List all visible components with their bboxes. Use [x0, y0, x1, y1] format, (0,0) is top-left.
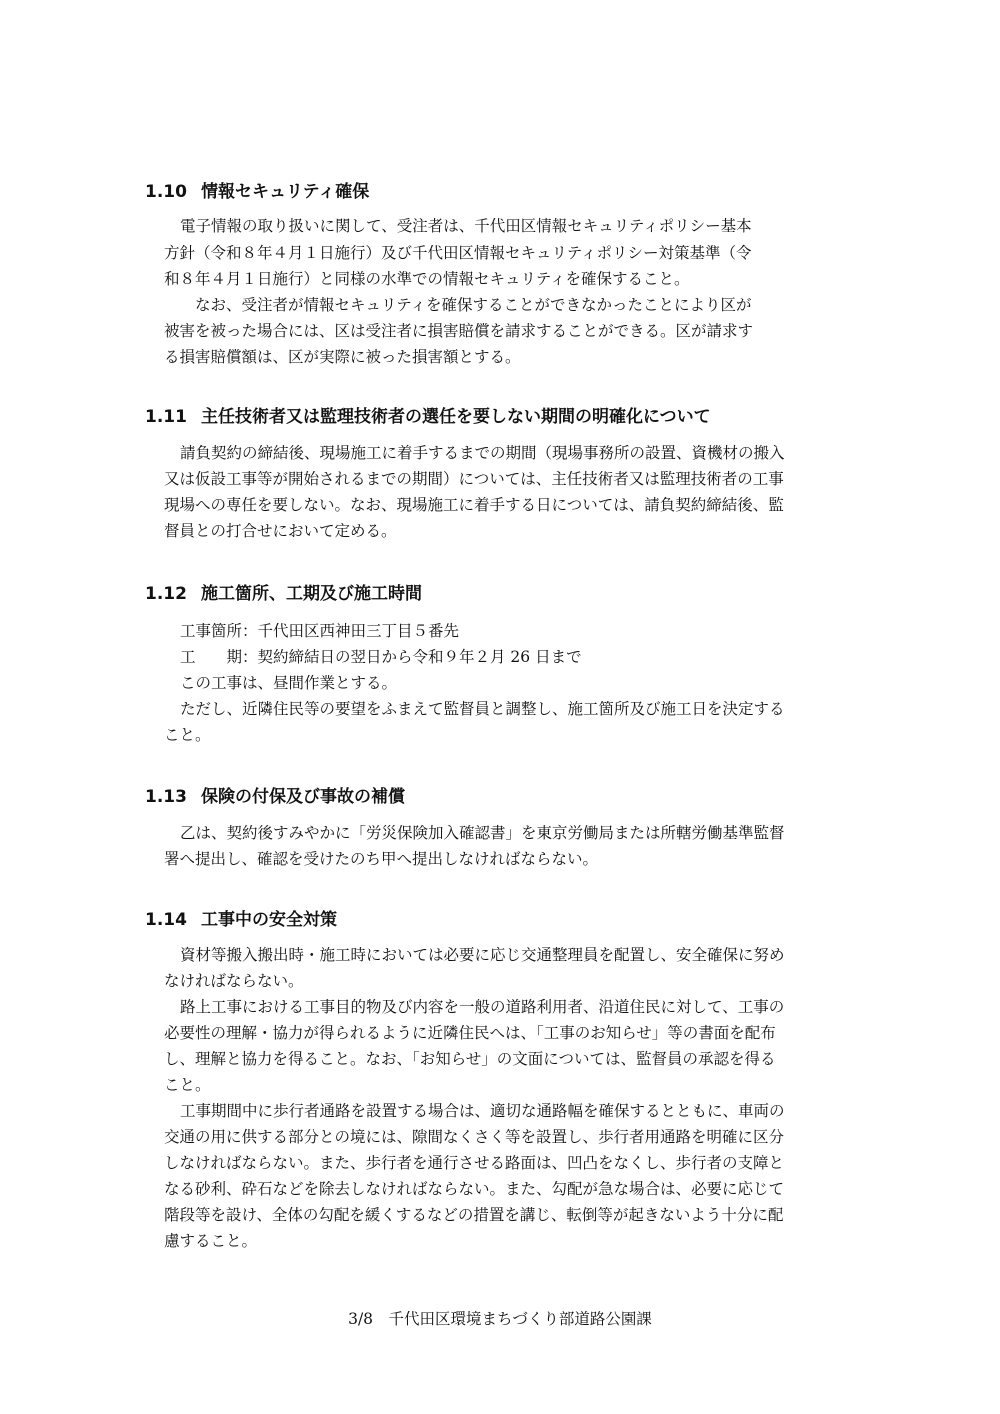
paragraph-line: 階段等を設け、全体の勾配を緩くするなどの措置を講じ、転倒等が起きないよう十分に配: [164, 1206, 784, 1224]
paragraph-line: し、理解と協力を得ること。なお、「お知らせ」の文面については、監督員の承認を得る: [164, 1050, 776, 1068]
paragraph-line: なければならない。: [164, 972, 304, 990]
paragraph-line: 電子情報の取り扱いに関して、受注者は、千代田区情報セキュリティポリシー基本: [180, 217, 752, 235]
paragraph-line: ただし、近隣住民等の要望をふまえて監督員と調整し、施工箇所及び施工日を決定する: [180, 700, 785, 718]
paragraph-line: 方針（令和８年４月１日施行）及び千代田区情報セキュリティポリシー対策基準（令: [164, 244, 752, 262]
paragraph-line: こと。: [164, 1076, 211, 1094]
paragraph-line: しなければならない。また、歩行者を通行させる路面は、凹凸をなくし、歩行者の支障と: [164, 1154, 785, 1172]
paragraph-line: る損害賠償額は、区が実際に被った損害額とする。: [164, 348, 521, 366]
section-heading-1-12: [145, 582, 865, 606]
section-number: 1.11: [145, 407, 187, 427]
paragraph-line: 又は仮設工事等が開始されるまでの期間）については、主任技術者又は監理技術者の工事: [164, 470, 784, 488]
paragraph-line: 路上工事における工事目的物及び内容を一般の道路利用者、沿道住民に対して、工事の: [180, 998, 785, 1016]
paragraph-line: 和８年４月１日施行）と同様の水準での情報セキュリティを確保すること。: [164, 270, 690, 288]
section-heading-1-10: [145, 180, 865, 204]
section-heading-1-14: [145, 908, 865, 932]
section-title: 工事中の安全対策: [200, 910, 337, 930]
paragraph-line: 督員との打合せにおいて定める。: [164, 522, 397, 540]
paragraph-line: この工事は、昼間作業とする。: [180, 674, 398, 692]
section-title: 保険の付保及び事故の補償: [200, 787, 405, 807]
paragraph-line: 工事期間中に歩行者通路を設置する場合は、適切な通路幅を確保するとともに、車両の: [180, 1102, 785, 1120]
section-title: 施工箇所、工期及び施工時間: [200, 584, 422, 604]
page-footer: 3/8 千代田区環境まちづくり部道路公園課: [348, 1310, 652, 1328]
paragraph-line: 署へ提出し、確認を受けたのち甲へ提出しなければならない。: [164, 850, 599, 868]
paragraph-line: 請負契約の締結後、現場施工に着手するまでの期間（現場事務所の設置、資機材の搬入: [180, 444, 785, 462]
section-heading-1-13: [145, 785, 865, 809]
paragraph-line: 工 期：契約締結日の翌日から令和９年２月 26 日まで: [180, 648, 582, 666]
paragraph-line: 慮すること。: [164, 1232, 258, 1250]
section-number: 1.10: [145, 182, 187, 202]
paragraph-line: 必要性の理解・協力が得られるように近隣住民へは、「工事のお知らせ」等の書面を配布: [164, 1024, 776, 1042]
section-number: 1.14: [145, 910, 187, 930]
paragraph-line: 工事箇所：千代田区西神田三丁目５番先: [180, 622, 460, 640]
paragraph-line: 被害を被った場合には、区は受注者に損害賠償を請求することができる。区が請求す: [164, 322, 754, 340]
paragraph-line: 資材等搬入搬出時・施工時においては必要に応じ交通整理員を配置し、安全確保に努め: [180, 946, 785, 964]
section-number: 1.13: [145, 787, 187, 807]
paragraph-line: なる砂利、砕石などを除去しなければならない。また、勾配が急な場合は、必要に応じて: [164, 1180, 785, 1198]
paragraph-line: 現場への専任を要しない。なお、現場施工に着手する日については、請負契約締結後、監: [164, 496, 784, 514]
section-number: 1.12: [145, 584, 187, 604]
section-heading-1-11: [145, 405, 865, 429]
section-title: 情報セキュリティ確保: [200, 182, 370, 202]
section-title: 主任技術者又は監理技術者の選任を要しない期間の明確化について: [200, 407, 711, 427]
paragraph-line: なお、受注者が情報セキュリティを確保することができなかったことにより区が: [195, 296, 752, 314]
paragraph-line: 交通の用に供する部分との境には、隙間なくさく等を設置し、歩行者用通路を明確に区分: [164, 1128, 785, 1146]
paragraph-line: 乙は、契約後すみやかに「労災保険加入確認書」を東京労働局または所轄労働基準監督: [180, 824, 785, 842]
paragraph-line: こと。: [164, 726, 211, 744]
